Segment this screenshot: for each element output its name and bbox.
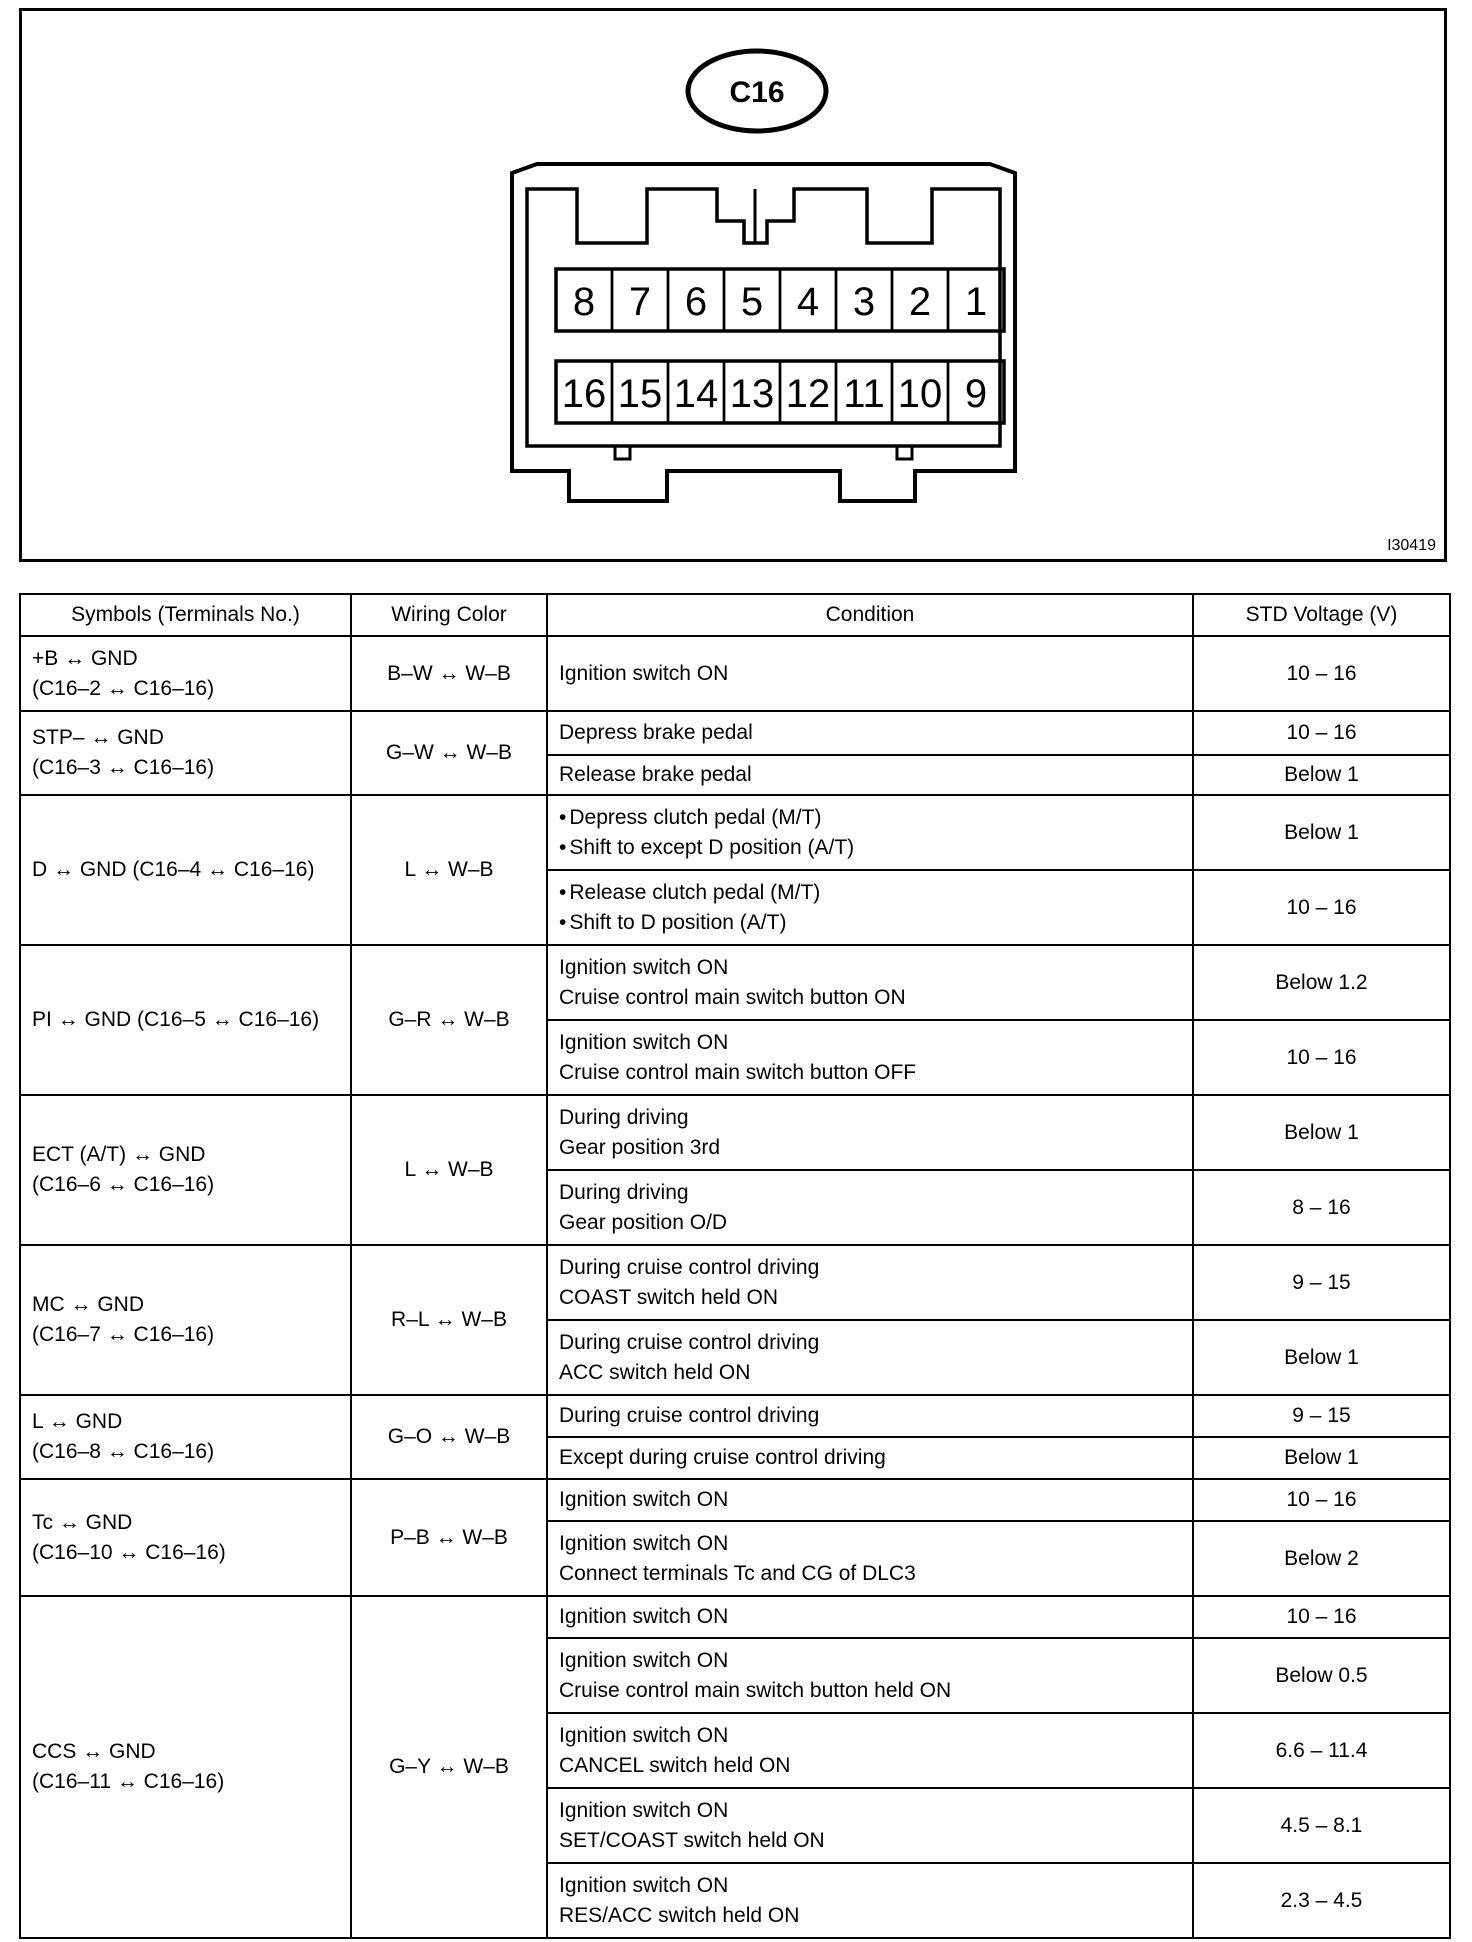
pin-number: 3: [852, 280, 876, 324]
condition-cell: [547, 1713, 1193, 1788]
pin-row-top: [556, 269, 1004, 331]
header-std-voltage: STD Voltage (V): [1193, 594, 1450, 636]
symbol-line: (C16–10 ↔ C16–16): [32, 1540, 226, 1564]
pin-row-bottom: [556, 361, 1004, 423]
connector-diagram: [19, 8, 1447, 562]
std-voltage-cell: 9 – 15: [1193, 1245, 1450, 1320]
condition-cell: [547, 1245, 1193, 1320]
condition-line: Gear position 3rd: [559, 1135, 721, 1159]
pin-number: 2: [908, 280, 932, 324]
header-wiring-color: Wiring Color: [351, 594, 547, 636]
symbol-cell: [20, 1479, 351, 1596]
symbol-cell: [20, 1395, 351, 1479]
table-row: [20, 945, 1450, 1020]
table-row: [20, 795, 1450, 870]
std-voltage-cell: Below 2: [1193, 1521, 1450, 1596]
symbol-line: MC ↔ GND: [32, 1293, 144, 1316]
pin-number: 16: [561, 372, 607, 416]
symbol-cell: [20, 711, 351, 795]
pin-number: 15: [617, 372, 663, 416]
symbol-cell: [20, 1095, 351, 1245]
symbol-line: (C16–8 ↔ C16–16): [32, 1440, 215, 1463]
condition-cell: [547, 711, 1193, 755]
wiring-color-cell: L ↔ W–B: [351, 795, 547, 945]
symbol-line: (C16–6 ↔ C16–16): [32, 1173, 215, 1196]
std-voltage-cell: Below 1.2: [1193, 945, 1450, 1020]
housing-notch-left: [615, 446, 630, 459]
condition-cell: [547, 755, 1193, 795]
symbol-line: D ↔ GND (C16–4 ↔ C16–16): [32, 858, 315, 881]
std-voltage-cell: Below 1: [1193, 1437, 1450, 1479]
symbol-cell: [20, 795, 351, 945]
symbol-cell: [20, 1596, 351, 1938]
table-row: [20, 711, 1450, 755]
pin-number: 8: [572, 280, 596, 324]
connector-label: C16: [729, 76, 785, 109]
condition-line: ACC switch held ON: [559, 1360, 751, 1384]
condition-line: During cruise control driving: [559, 1330, 820, 1354]
header-symbols: Symbols (Terminals No.): [20, 594, 351, 636]
std-voltage-cell: Below 1: [1193, 1095, 1450, 1170]
std-voltage-cell: Below 1: [1193, 755, 1450, 795]
std-voltage-cell: 4.5 – 8.1: [1193, 1788, 1450, 1863]
connector-drawing: [22, 11, 1444, 559]
housing-notch-right: [897, 446, 912, 459]
std-voltage-cell: Below 1: [1193, 795, 1450, 870]
symbol-line: (C16–11 ↔ C16–16): [32, 1770, 225, 1793]
symbol-line: (C16–2 ↔ C16–16): [32, 676, 215, 700]
condition-cell: [547, 870, 1193, 945]
spec-table: [19, 593, 1451, 1939]
wiring-color-cell: L ↔ W–B: [351, 1095, 547, 1245]
condition-line: Ignition switch ON: [559, 1798, 729, 1822]
condition-line: Ignition switch ON: [559, 1605, 729, 1628]
condition-line: Except during cruise control driving: [559, 1446, 886, 1469]
symbol-line: CCS ↔ GND: [32, 1740, 156, 1763]
pin-number: 9: [964, 372, 988, 416]
symbol-cell: [20, 1245, 351, 1395]
condition-line: • Shift to except D position (A/T): [559, 833, 1181, 863]
condition-line: Ignition switch ON: [559, 955, 729, 979]
condition-line: Connect terminals Tc and CG of DLC3: [559, 1561, 916, 1585]
condition-cell: [547, 1521, 1193, 1596]
std-voltage-cell: 10 – 16: [1193, 1596, 1450, 1638]
condition-cell: [547, 1479, 1193, 1521]
condition-cell: [547, 1395, 1193, 1437]
wiring-color-cell: B–W ↔ W–B: [351, 636, 547, 711]
wiring-color-cell: G–R ↔ W–B: [351, 945, 547, 1095]
pin-number: 5: [740, 280, 764, 324]
std-voltage-cell: 2.3 – 4.5: [1193, 1863, 1450, 1938]
spec-table-body: [20, 636, 1450, 1938]
symbol-line: ECT (A/T) ↔ GND: [32, 1143, 206, 1166]
condition-line: COAST switch held ON: [559, 1285, 779, 1309]
condition-line: Ignition switch ON: [559, 1873, 729, 1897]
std-voltage-cell: 10 – 16: [1193, 1020, 1450, 1095]
condition-line: Ignition switch ON: [559, 661, 729, 685]
condition-line: • Depress clutch pedal (M/T): [559, 803, 1181, 833]
symbol-line: STP– ↔ GND: [32, 726, 164, 749]
std-voltage-cell: 10 – 16: [1193, 870, 1450, 945]
figure-id: I30419: [1387, 537, 1436, 554]
condition-cell: [547, 1095, 1193, 1170]
pin-number: 14: [673, 372, 719, 416]
table-row: [20, 1596, 1450, 1638]
condition-line: Ignition switch ON: [559, 1531, 729, 1555]
condition-line: During cruise control driving: [559, 1404, 820, 1427]
symbol-line: (C16–3 ↔ C16–16): [32, 756, 215, 779]
pin-number: 11: [843, 372, 885, 416]
header-condition: Condition: [547, 594, 1193, 636]
wiring-color-cell: P–B ↔ W–B: [351, 1479, 547, 1596]
std-voltage-cell: 6.6 – 11.4: [1193, 1713, 1450, 1788]
condition-line: Cruise control main switch button held ON: [559, 1678, 952, 1702]
std-voltage-cell: 9 – 15: [1193, 1395, 1450, 1437]
pin-number: 7: [628, 280, 652, 324]
condition-cell: [547, 795, 1193, 870]
pin-number: 4: [796, 280, 820, 324]
condition-line: Release brake pedal: [559, 763, 752, 786]
table-row: [20, 1095, 1450, 1170]
table-row: [20, 1479, 1450, 1521]
condition-line: CANCEL switch held ON: [559, 1753, 791, 1777]
table-row: [20, 636, 1450, 711]
condition-cell: [547, 1788, 1193, 1863]
symbol-line: (C16–7 ↔ C16–16): [32, 1323, 215, 1346]
condition-line: SET/COAST switch held ON: [559, 1828, 825, 1852]
condition-cell: [547, 636, 1193, 711]
symbol-line: Tc ↔ GND: [32, 1510, 133, 1534]
std-voltage-cell: 10 – 16: [1193, 711, 1450, 755]
condition-cell: [547, 1596, 1193, 1638]
symbol-cell: [20, 636, 351, 711]
table-header-row: [20, 594, 1450, 636]
condition-line: Depress brake pedal: [559, 721, 753, 744]
condition-cell: [547, 1863, 1193, 1938]
symbol-cell: [20, 945, 351, 1095]
condition-line: • Release clutch pedal (M/T): [559, 878, 1181, 908]
condition-line: Ignition switch ON: [559, 1488, 729, 1511]
condition-cell: [547, 945, 1193, 1020]
pin-number: 10: [897, 372, 943, 416]
pin-number: 12: [785, 372, 831, 416]
condition-line: Ignition switch ON: [559, 1648, 729, 1672]
table-row: [20, 1395, 1450, 1437]
condition-line: During cruise control driving: [559, 1255, 820, 1279]
std-voltage-cell: 10 – 16: [1193, 636, 1450, 711]
condition-line: Gear position O/D: [559, 1210, 728, 1234]
condition-line: Cruise control main switch button OFF: [559, 1060, 917, 1084]
std-voltage-cell: 8 – 16: [1193, 1170, 1450, 1245]
condition-line: During driving: [559, 1180, 689, 1204]
std-voltage-cell: Below 1: [1193, 1320, 1450, 1395]
symbol-line: PI ↔ GND (C16–5 ↔ C16–16): [32, 1008, 320, 1031]
pin-number: 1: [964, 280, 988, 324]
condition-cell: [547, 1020, 1193, 1095]
symbol-line: L ↔ GND: [32, 1410, 123, 1433]
condition-line: Cruise control main switch button ON: [559, 985, 906, 1009]
wiring-color-cell: G–Y ↔ W–B: [351, 1596, 547, 1938]
condition-line: Ignition switch ON: [559, 1030, 729, 1054]
condition-line: • Shift to D position (A/T): [559, 908, 1181, 938]
condition-cell: [547, 1437, 1193, 1479]
wiring-color-cell: R–L ↔ W–B: [351, 1245, 547, 1395]
condition-cell: [547, 1638, 1193, 1713]
pin-number: 13: [729, 372, 775, 416]
wiring-color-cell: G–O ↔ W–B: [351, 1395, 547, 1479]
std-voltage-cell: 10 – 16: [1193, 1479, 1450, 1521]
condition-line: Ignition switch ON: [559, 1723, 729, 1747]
condition-line: RES/ACC switch held ON: [559, 1903, 800, 1927]
symbol-line: +B ↔ GND: [32, 646, 138, 670]
condition-cell: [547, 1170, 1193, 1245]
condition-cell: [547, 1320, 1193, 1395]
condition-line: During driving: [559, 1105, 689, 1129]
std-voltage-cell: Below 0.5: [1193, 1638, 1450, 1713]
wiring-color-cell: G–W ↔ W–B: [351, 711, 547, 795]
pin-number: 6: [684, 280, 708, 324]
table-row: [20, 1245, 1450, 1320]
